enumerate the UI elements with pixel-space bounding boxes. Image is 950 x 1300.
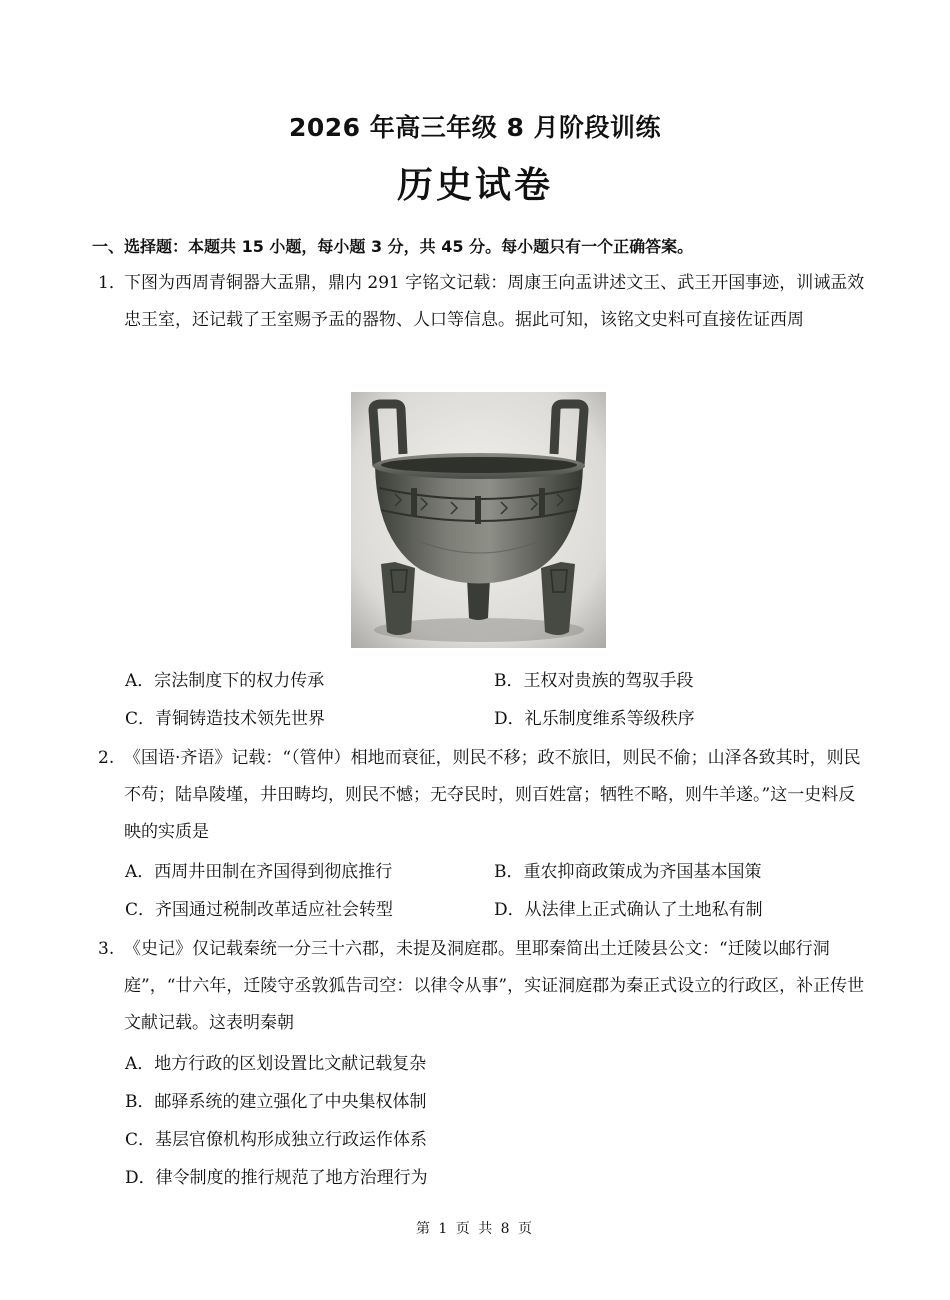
q3-option-c: C．基层官僚机构形成独立行政运作体系 [125, 1130, 428, 1150]
page-footer: 第 1 页 共 8 页 [415, 1221, 535, 1237]
q3-option-a: A．地方行政的区划设置比文献记载复杂 [125, 1054, 427, 1074]
q1-option-a: A．宗法制度下的权力传承 [125, 671, 325, 691]
question-number: 1． [98, 273, 126, 293]
q2-option-d: D．从法律上正式确认了土地私有制 [494, 900, 763, 920]
question-3 [98, 931, 868, 1042]
subject-title: 历史试卷 [396, 165, 553, 206]
question-number: 3. [98, 939, 115, 959]
q2-option-c: C．齐国通过税制改革适应社会转型 [125, 900, 394, 920]
section-heading: 一、选择题：本题共 15 小题，每小题 3 分，共 45 分。每小题只有一个正确答案。 [92, 237, 694, 256]
q3-option-b: B．邮驿系统的建立强化了中央集权体制 [125, 1092, 427, 1112]
exam-title: 2026 年高三年级 8 月阶段训练 [288, 113, 662, 142]
question-text: 《国语·齐语》记载：“（管仲）相地而衰征，则民不移；政不旅旧，则民不偷；山泽各致其时，则民不苟；陆阜陵墐，井田畴均，则民不憾；无夺民时，则百姓富；牺牲不略，则牛羊遂。”这一史料反映的实质是 [124, 748, 861, 842]
q1-option-d: D．礼乐制度维系等级秩序 [494, 709, 695, 729]
q1-option-c: C．青铜铸造技术领先世界 [125, 709, 326, 729]
q2-option-a: A．西周井田制在齐国得到彻底推行 [125, 862, 393, 882]
question-2 [98, 740, 868, 851]
q2-option-b: B．重农抑商政策成为齐国基本国策 [494, 862, 762, 882]
question-1 [98, 265, 868, 339]
q3-option-d: D．律令制度的推行规范了地方治理行为 [125, 1168, 428, 1188]
q1-option-b: B．王权对贵族的驾驭手段 [494, 671, 694, 691]
question-number: 2. [98, 748, 115, 768]
question-text: 《史记》仅记载秦统一分三十六郡，未提及洞庭郡。里耶秦简出土迁陵县公文：“迁陵以邮行洞庭”，“廿六年，迁陵守丞敦狐告司空：以律令从事”，实证洞庭郡为秦正式设立的行政区，补正传世文献记载。这表明秦朝 [124, 939, 865, 1033]
question-text: 下图为西周青铜器大盂鼎，鼎内 291 字铭文记载：周康王向盂讲述文王、武王开国事迹，训诫盂效忠王室，还记载了王室赐予盂的器物、人口等信息。据此可知，该铭文史料可直接佐证西周 [124, 273, 865, 330]
bronze-ding-image [351, 392, 606, 648]
